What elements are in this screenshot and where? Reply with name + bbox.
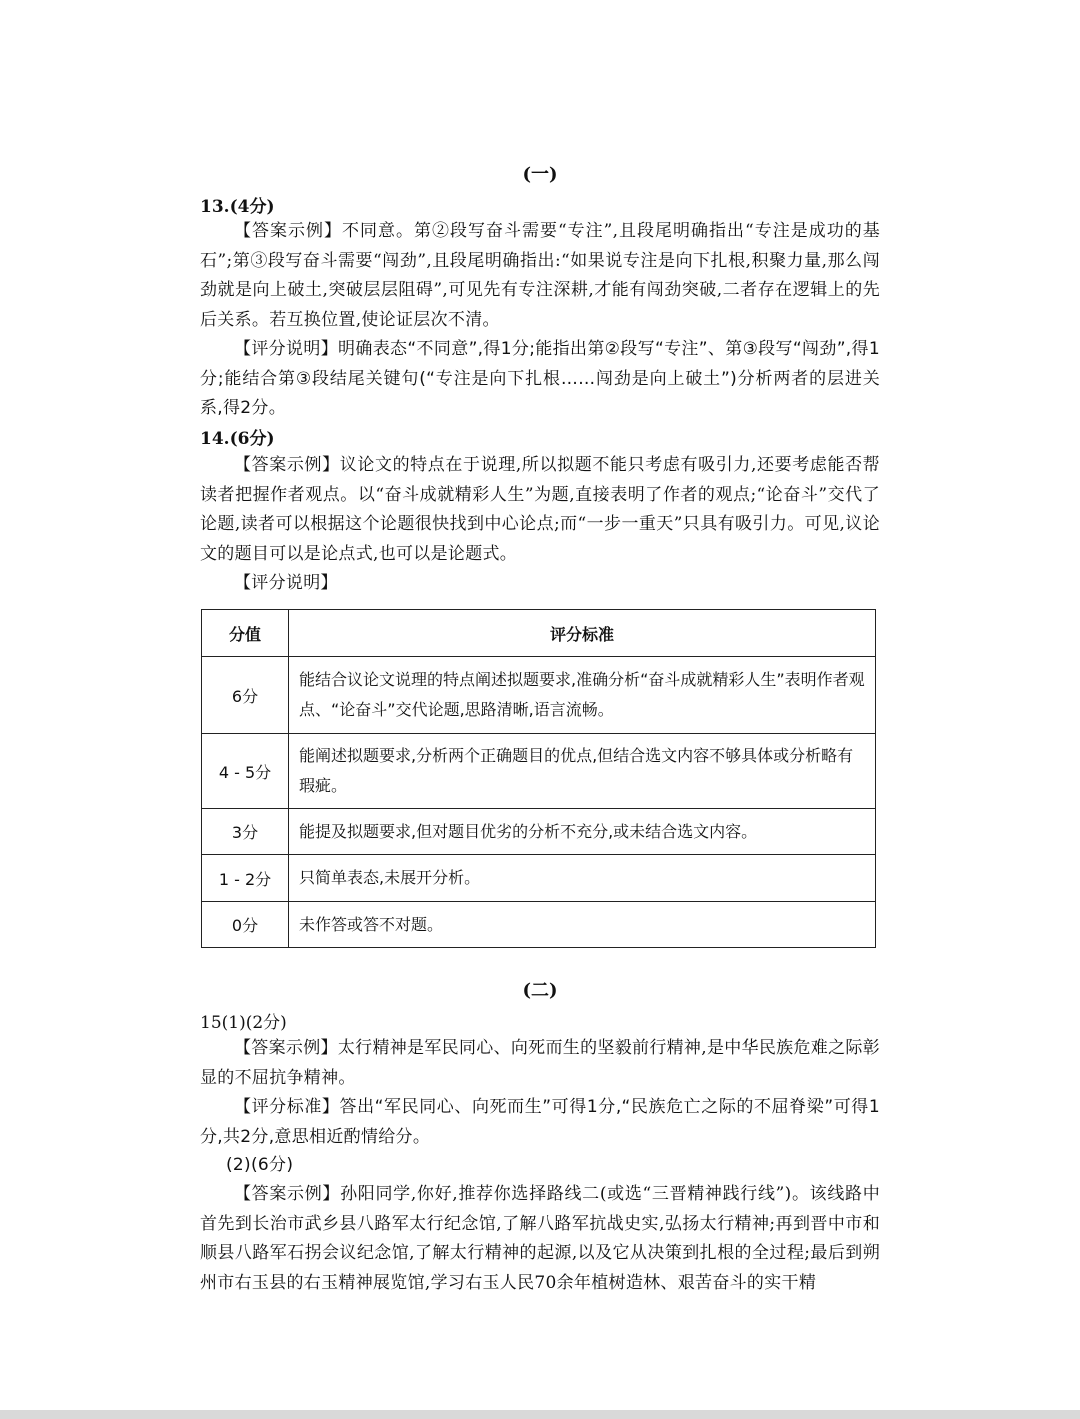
table-row (202, 902, 876, 948)
question-14-scoring-label: 【评分说明】 (234, 573, 338, 593)
question-15-scoring-1: 【评分标准】答出“军民同心、向死而生”可得1分,“民族危亡之际的不屈脊梁”可得1分,共2分,意思相近酌情给分。 (200, 1097, 880, 1147)
table-cell-score: 0分 (202, 902, 289, 948)
question-14-number: 14.(6分) (200, 429, 275, 449)
table-cell-criteria: 能阐述拟题要求,分析两个正确题目的优点,但结合选文内容不够具体或分析略有瑕疵。 (289, 734, 876, 809)
table-cell-criteria: 未作答或答不对题。 (289, 902, 876, 948)
scoring-table-header-row (202, 610, 876, 657)
question-13-number: 13.(4分) (200, 197, 275, 217)
section-one-title: (一) (522, 164, 558, 185)
question-15-answer-1: 【答案示例】太行精神是军民同心、向死而生的坚毅前行精神,是中华民族危难之际彰显的不屈抗争精神。 (200, 1038, 880, 1088)
table-cell-score: 1 - 2分 (202, 855, 289, 902)
scan-edge-shadow (0, 1410, 1080, 1419)
table-cell-score: 6分 (202, 657, 289, 734)
question-15-number: 15(1)(2分) (200, 1013, 287, 1033)
scoring-table-header-score: 分值 (202, 610, 289, 657)
table-cell-score: 3分 (202, 809, 289, 855)
table-row (202, 809, 876, 855)
question-14-answer: 【答案示例】议论文的特点在于说理,所以拟题不能只考虑有吸引力,还要考虑能否帮读者把握作者观点。以“奋斗成就精彩人生”为题,直接表明了作者的观点;“论奋斗”交代了论题,读者可以根据这个论题很快找到中心论点;而“一步一重天”只具有吸引力。可见,议论文的题目可以是论点式,也可以是论题式。 (200, 455, 880, 564)
table-row (202, 855, 876, 902)
table-cell-score: 4 - 5分 (202, 734, 289, 809)
table-cell-criteria: 能结合议论文说理的特点阐述拟题要求,准确分析“奋斗成就精彩人生”表明作者观点、“论奋斗”交代论题,思路清晰,语言流畅。 (289, 657, 876, 734)
scoring-table-header-criteria: 评分标准 (289, 610, 876, 657)
question-15-part-2: (2)(6分) (226, 1155, 294, 1175)
scoring-table (201, 609, 876, 948)
section-two-title: (二) (522, 980, 558, 1001)
question-13-answer: 【答案示例】不同意。第②段写奋斗需要“专注”,且段尾明确指出“专注是成功的基石”;第③段写奋斗需要“闯劲”,且段尾明确指出:“如果说专注是向下扎根,积聚力量,那么闯劲就是向上破土,突破层层阻碍”,可见先有专注深耕,才能有闯劲突破,二者存在逻辑上的先后关系。若互换位置,使论证层次不清。 (200, 221, 880, 330)
table-row (202, 734, 876, 809)
question-15-answer-2: 【答案示例】孙阳同学,你好,推荐你选择路线二(或选“三晋精神践行线”)。该线路中首先到长治市武乡县八路军太行纪念馆,了解八路军抗战史实,弘扬太行精神;再到晋中市和顺县八路军石拐会议纪念馆,了解太行精神的起源,以及它从决策到扎根的全过程;最后到朔州市右玉县的右玉精神展览馆,学习右玉人民70余年植树造林、艰苦奋斗的实干精 (200, 1184, 880, 1293)
table-cell-criteria: 只简单表态,未展开分析。 (289, 855, 876, 902)
table-row (202, 657, 876, 734)
table-cell-criteria: 能提及拟题要求,但对题目优劣的分析不充分,或未结合选文内容。 (289, 809, 876, 855)
question-13-scoring: 【评分说明】明确表态“不同意”,得1分;能指出第②段写“专注”、第③段写“闯劲”,得1分;能结合第③段结尾关键句(“专注是向下扎根……闯劲是向上破土”)分析两者的层进关系,得2分。 (200, 339, 880, 418)
